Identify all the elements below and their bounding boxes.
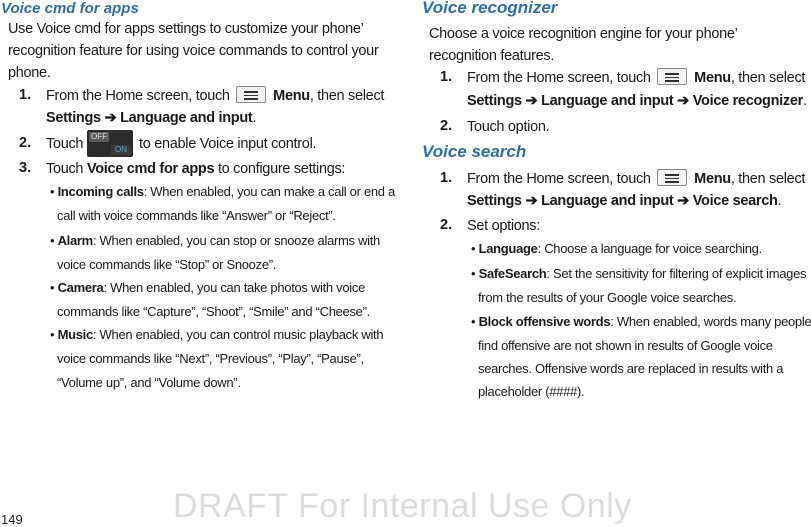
step-number: 1. [440,69,453,85]
step-text: From the Home screen, touch Menu, then select [46,88,385,104]
list-item-cont: commands like “Capture”, “Shoot”, “Smile” and “Cheese”. [57,304,370,319]
list-item: • SafeSearch: Set the sensitivity for filtering of explicit images [471,266,807,281]
intro-line: Choose a voice recognition engine for your phone’ [429,26,738,42]
list-item-cont: searches. Offensive words are replaced in results with a [478,361,784,376]
intro-line: recognition feature for using voice commands to control your [8,43,379,59]
section-title-voice-recognizer: Voice recognizer [422,0,558,17]
step-path: Settings ➔ Language and input ➔ Voice recognizer. [467,93,807,109]
list-item: • Language: Choose a language for voice searching. [471,241,762,256]
list-item: • Alarm: When enabled, you can stop or snooze alarms with [50,233,380,248]
list-item: • Camera: When enabled, you can take photos with voice [50,280,366,295]
menu-icon [657,169,687,186]
list-item: • Incoming calls: When enabled, you can make a call or end a [50,184,395,199]
step-number: 2. [440,118,453,134]
watermark: DRAFT For Internal Use Only [173,487,632,525]
step-number: 2. [19,135,32,151]
step-text: From the Home screen, touch Menu, then select [467,171,806,187]
list-item-cont: find offensive are not shown in results of Google voice [478,338,773,353]
list-item-cont: from the results of your Google voice searches. [478,290,737,305]
step-text: Set options: [467,218,540,234]
step-text: Touch Voice cmd for apps to configure settings: [46,161,346,177]
page-number: 149 [1,512,23,527]
intro-line: phone. [8,65,51,81]
step-text: Touch option. [467,119,550,135]
step-text: Touch [46,136,84,152]
section-title-voice-cmd: Voice cmd for apps [1,0,139,17]
step-number: 1. [440,170,453,186]
list-item: • Block offensive words: When enabled, words many people [471,314,811,329]
on-off-toggle-icon: OFF ON [87,130,133,157]
step-number: 1. [19,87,32,103]
step-number: 2. [440,217,453,233]
step-number: 3. [19,160,32,176]
intro-line: Use Voice cmd for apps settings to customize your phone’ [8,21,364,37]
list-item-cont: voice commands like “Stop” or Snooze”. [57,257,277,272]
menu-icon [657,68,687,85]
list-item-cont: placeholder (####). [478,384,585,399]
list-item-cont: “Volume up”, and “Volume down”. [57,375,241,390]
list-item-cont: call with voice commands like “Answer” or “Reject”. [57,208,336,223]
list-item: • Music: When enabled, you can control music playback with [50,327,384,342]
intro-line: recognition features. [429,48,555,64]
list-item-cont: voice commands like “Next”, “Previous”, “Play”, “Pause”, [57,351,364,366]
section-title-voice-search: Voice search [422,142,527,161]
menu-icon [236,86,266,103]
step-text: From the Home screen, touch Menu, then select [467,70,806,86]
step-path: Settings ➔ Language and input ➔ Voice search. [467,193,782,209]
step-text: to enable Voice input control. [139,136,317,152]
step-path: Settings ➔ Language and input. [46,110,257,126]
